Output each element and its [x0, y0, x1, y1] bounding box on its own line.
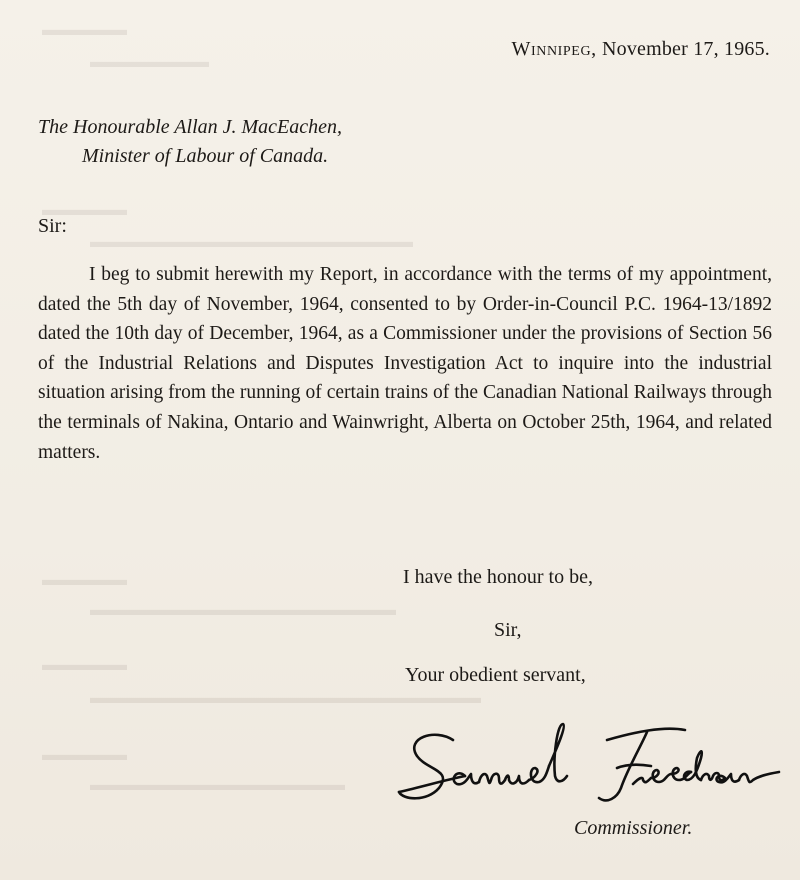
show-through-decoration: ▬▬▬▬▬▬▬▬▬▬▬▬▬▬▬▬▬▬▬: [90, 232, 413, 251]
salutation: Sir:: [38, 215, 67, 237]
closing-line-sir: Sir,: [494, 619, 522, 641]
closing-line-honour: I have the honour to be,: [403, 566, 593, 588]
show-through-decoration: ▬▬▬▬▬▬▬▬▬▬▬▬▬▬▬▬▬▬▬▬▬▬▬: [90, 688, 481, 707]
handwritten-signature: [395, 718, 785, 818]
show-through-decoration: ▬▬▬▬▬: [42, 570, 127, 589]
show-through-decoration: ▬▬▬▬▬▬▬: [90, 52, 209, 71]
dateline: [512, 38, 771, 61]
show-through-decoration: ▬▬▬▬▬: [42, 655, 127, 674]
show-through-decoration: ▬▬▬▬▬: [42, 745, 127, 764]
addressee-name: The Honourable Allan J. MacEachen,: [38, 116, 343, 138]
addressee-block: [38, 113, 342, 171]
show-through-decoration: ▬▬▬▬▬: [42, 20, 127, 39]
show-through-decoration: ▬▬▬▬▬▬▬▬▬▬▬▬▬▬▬: [90, 775, 345, 794]
closing-line-servant: Your obedient servant,: [405, 664, 586, 686]
letter-body: I beg to submit herewith my Report, in accordance with the terms of my appointment, dated the 5th day of November, 1964, consented to by Order-in-Council P.C. 1964-13/1892 dated the 10th day of December, 1964, as a Commissioner under the provisions of Section 56 of the Industrial Relations and Disputes Investigation Act to inquire into the industrial situation arising from the running of certain trains of the Canadian National Railways through the terminals of Nakina, Ontario and Wainwright, Alberta on October 25th, 1964, and related matters.: [38, 264, 772, 463]
addressee-position: Minister of Labour of Canada.: [82, 145, 329, 167]
signatory-title: Commissioner.: [574, 817, 693, 839]
show-through-decoration: ▬▬▬▬▬: [42, 200, 127, 219]
dateline-city: Winnipeg,: [511, 38, 597, 60]
show-through-decoration: ▬▬▬▬▬▬▬▬▬▬▬▬▬▬▬▬▬▬: [90, 600, 396, 619]
dateline-date: November 17, 1965.: [601, 38, 770, 60]
